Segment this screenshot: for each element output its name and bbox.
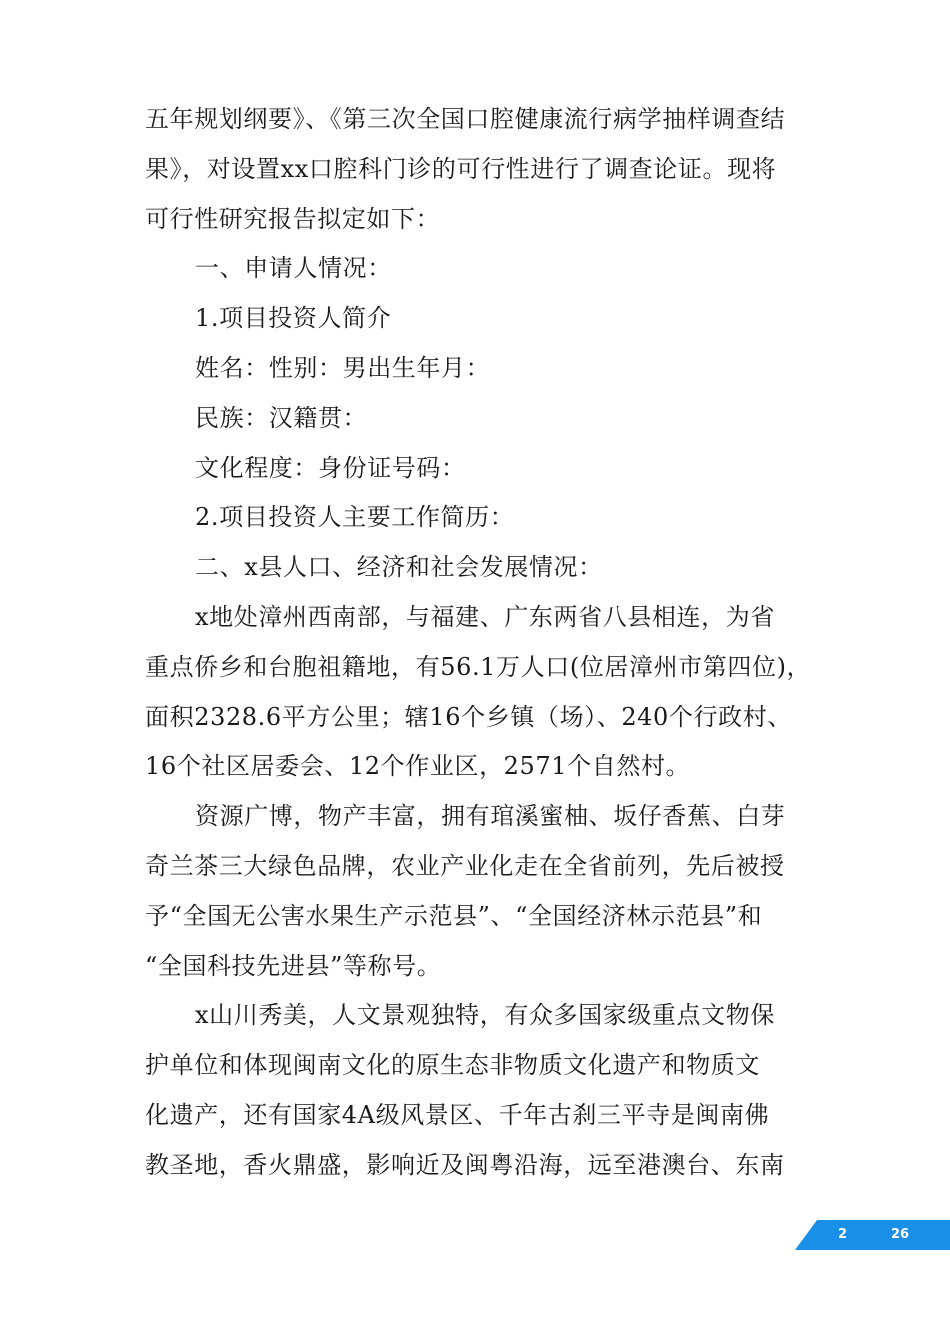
- page-number-badge: [795, 1220, 950, 1250]
- text-line-11: x地处漳州西南部，与福建、广东两省八县相连，为省: [195, 602, 775, 631]
- current-page-number: 2: [838, 1227, 848, 1242]
- page-badge-shape: [795, 1220, 950, 1250]
- text-line-3: 可行性研究报告拟定如下：: [145, 204, 441, 233]
- total-page-count: 26: [891, 1227, 910, 1242]
- text-line-2: 果》，对设置xx口腔科门诊的可行性进行了调查论证。现将: [145, 154, 777, 183]
- text-line-20: 护单位和体现闽南文化的原生态非物质文化遗产和物质文: [145, 1051, 760, 1080]
- text-line-18: “全国科技先进县”等称号。: [145, 951, 442, 980]
- text-line-19: x山川秀美，人文景观独特，有众多国家级重点文物保: [195, 1001, 775, 1030]
- subheading-work-history: 2.项目投资人主要工作简历：: [195, 503, 515, 532]
- text-line-17: 予“全国无公害水果生产示范县”、“全国经济林示范县”和: [145, 901, 763, 930]
- section-heading-applicant: 一、申请人情况：: [195, 254, 392, 283]
- text-line-ethnicity: 民族：汉籍贯：: [195, 403, 368, 432]
- text-line-21: 化遗产，还有国家4A级风景区、千年古刹三平寺是闽南佛: [145, 1100, 770, 1129]
- text-line-15: 资源广博，物产丰富，拥有琯溪蜜柚、坂仔香蕉、白芽: [195, 802, 786, 831]
- text-line-16: 奇兰茶三大绿色品牌，农业产业化走在全省前列，先后被授: [145, 851, 785, 880]
- section-heading-county: 二、x县人口、经济和社会发展情况：: [195, 553, 603, 582]
- text-line-13: 面积2328.6平方公里；辖16个乡镇（场）、240个行政村、: [145, 702, 792, 731]
- page-badge-background: [795, 1220, 950, 1250]
- text-line-education: 文化程度：身份证号码：: [195, 453, 466, 482]
- text-line-14: 16个社区居委会、12个作业区，2571个自然村。: [145, 752, 691, 781]
- subheading-investor-profile: 1.项目投资人简介: [195, 304, 392, 333]
- document-body: [145, 95, 825, 1191]
- text-line-12: 重点侨乡和台胞祖籍地，有56.1万人口(位居漳州市第四位)，: [145, 652, 812, 681]
- text-line-1: 五年规划纲要》、《第三次全国口腔健康流行病学抽样调查结: [145, 105, 786, 133]
- text-line-22: 教圣地，香火鼎盛，影响近及闽粤沿海，远至港澳台、东南: [145, 1150, 785, 1179]
- text-line-name-gender: 姓名：性别：男出生年月：: [195, 353, 491, 382]
